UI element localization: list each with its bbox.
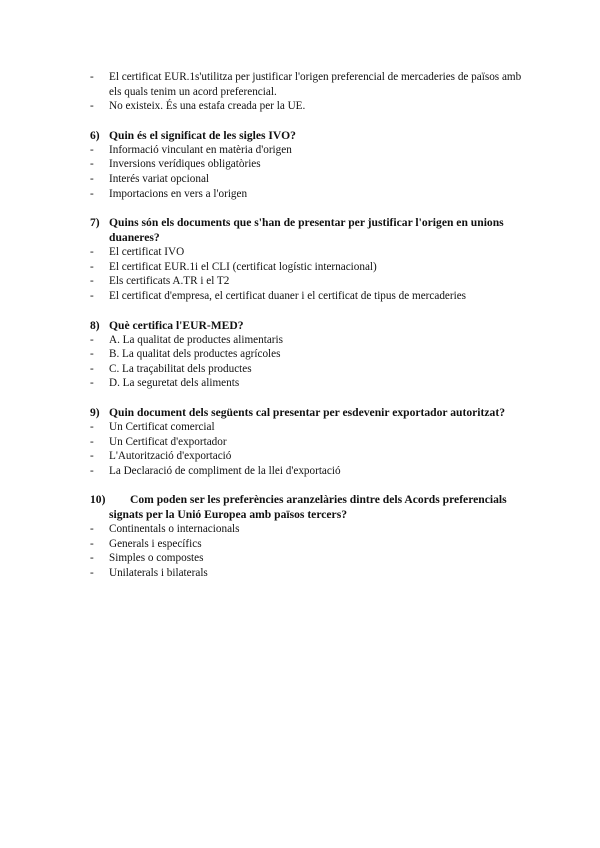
question-text: Què certifica l'EUR-MED? (109, 318, 244, 332)
bullet-dash: - (90, 158, 94, 171)
question-9 (90, 405, 530, 478)
bullet-dash: - (90, 333, 94, 346)
question-number: 8) (90, 318, 100, 332)
list-item-text: El certificat EUR.1s'utilitza per justificar l'origen preferencial de mercaderies de països amb els quals tenim un acord preferencial. (109, 71, 522, 98)
bullet-dash: - (90, 260, 94, 273)
bullet-dash: - (90, 143, 94, 156)
option-item (90, 449, 530, 464)
option-text: Generals i específics (109, 537, 202, 550)
bullet-dash: - (90, 71, 94, 83)
option-item (90, 537, 530, 552)
option-text: L'Autorització d'exportació (109, 450, 232, 463)
option-item (90, 157, 530, 172)
bullet-dash: - (90, 450, 94, 463)
option-text: Unilaterals i bilaterals (109, 567, 208, 580)
option-item (90, 435, 530, 450)
document-content (90, 70, 530, 581)
option-text: Els certificats A.TR i el T2 (109, 275, 230, 288)
question-heading (90, 128, 530, 143)
bullet-dash: - (90, 377, 94, 390)
option-text: Informació vinculant en matèria d'origen (109, 143, 292, 156)
intro-list (90, 70, 530, 114)
bullet-dash: - (90, 246, 94, 259)
option-text: La Declaració de compliment de la llei d'exportació (109, 464, 341, 477)
question-number: 10) (90, 493, 106, 507)
question-number: 9) (90, 405, 100, 419)
question-heading (90, 318, 530, 333)
bullet-dash: - (90, 523, 94, 536)
bullet-dash: - (90, 289, 94, 302)
list-item-text: No existeix. És una estafa creada per la UE. (109, 100, 306, 113)
question-heading (90, 215, 530, 245)
option-text: Continentals o internacionals (109, 523, 240, 536)
question-text: Quins són els documents que s'han de presentar per justificar l'origen en unions duaneres? (109, 216, 504, 245)
option-item (90, 420, 530, 435)
option-item (90, 289, 530, 304)
question-text: Quin és el significat de les sigles IVO? (109, 128, 296, 142)
option-text: Un Certificat comercial (109, 420, 215, 433)
bullet-dash: - (90, 537, 94, 550)
option-item (90, 551, 530, 566)
option-text: Simples o compostes (109, 552, 204, 565)
bullet-dash: - (90, 100, 94, 113)
option-text: El certificat IVO (109, 246, 185, 259)
option-item (90, 464, 530, 479)
option-item (90, 260, 530, 275)
option-text: Interés variat opcional (109, 172, 210, 185)
question-heading (90, 492, 530, 522)
option-item (90, 347, 530, 362)
option-text: A. La qualitat de productes alimentaris (109, 333, 283, 346)
option-item (90, 172, 530, 187)
bullet-dash: - (90, 187, 94, 200)
option-item (90, 566, 530, 581)
bullet-dash: - (90, 420, 94, 433)
question-number: 7) (90, 216, 100, 230)
option-text: Importacions en vers a l'origen (109, 187, 248, 200)
question-8 (90, 318, 530, 391)
option-item (90, 274, 530, 289)
bullet-dash: - (90, 348, 94, 361)
question-heading (90, 405, 530, 420)
option-text: Inversions verídiques obligatòries (109, 158, 261, 171)
question-text: Com poden ser les preferències aranzelàries dintre dels Acords preferencials signats per la Unió Europea amb països tercers? (109, 493, 507, 522)
option-text: D. La seguretat dels aliments (109, 377, 240, 390)
option-item (90, 143, 530, 158)
option-item (90, 362, 530, 377)
question-number: 6) (90, 128, 100, 142)
list-item (90, 99, 530, 114)
option-item (90, 245, 530, 260)
option-text: Un Certificat d'exportador (109, 435, 227, 448)
option-text: El certificat EUR.1i el CLI (certificat logístic internacional) (109, 260, 377, 273)
bullet-dash: - (90, 435, 94, 448)
bullet-dash: - (90, 464, 94, 477)
bullet-dash: - (90, 567, 94, 580)
question-7 (90, 215, 530, 303)
option-text: B. La qualitat dels productes agrícoles (109, 348, 281, 361)
list-item (90, 70, 530, 99)
option-item (90, 333, 530, 348)
question-10-heading-wrap (90, 492, 530, 522)
question-10 (90, 492, 530, 580)
bullet-dash: - (90, 275, 94, 288)
option-item (90, 187, 530, 202)
question-6 (90, 128, 530, 201)
bullet-dash: - (90, 362, 94, 375)
bullet-dash: - (90, 172, 94, 185)
option-text: C. La traçabilitat dels productes (109, 362, 252, 375)
bullet-dash: - (90, 552, 94, 565)
option-text: El certificat d'empresa, el certificat duaner i el certificat de tipus de mercaderies (109, 289, 467, 302)
option-item (90, 522, 530, 537)
option-item (90, 376, 530, 391)
question-text: Quin document dels següents cal presentar per esdevenir exportador autoritzat? (109, 405, 505, 419)
